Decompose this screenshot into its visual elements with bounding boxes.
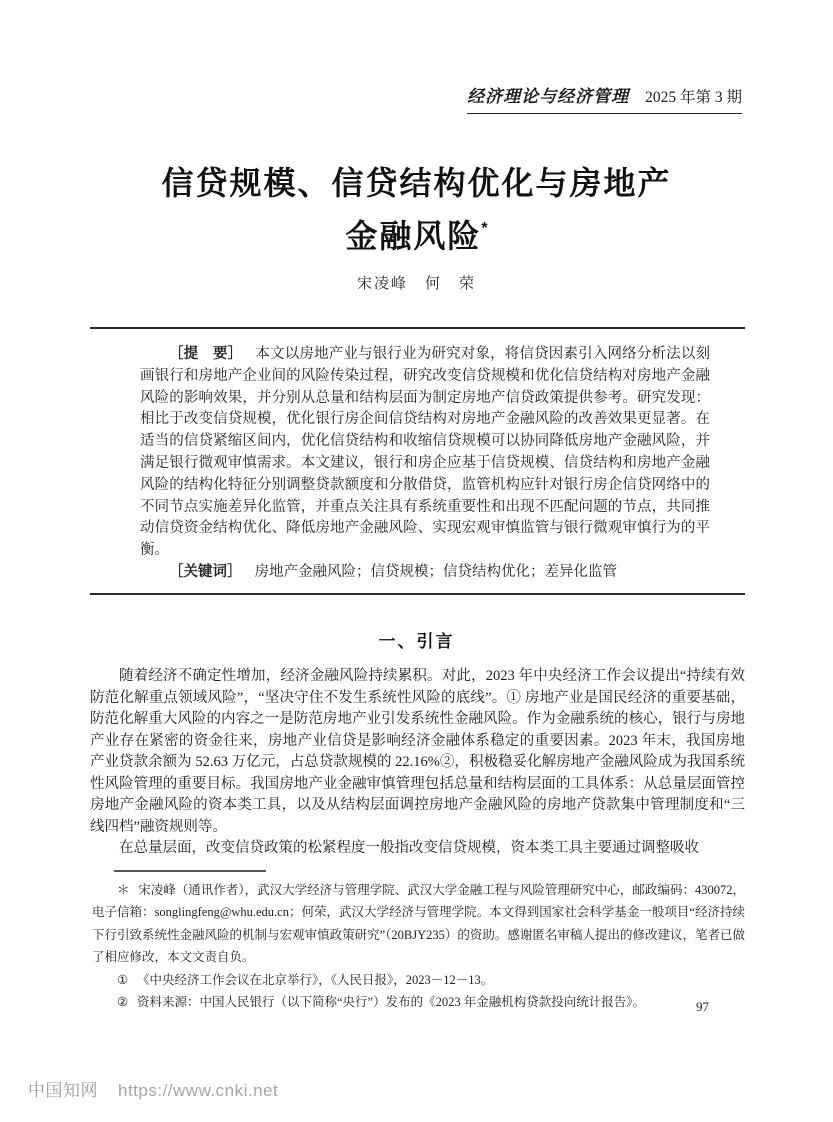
journal-header: [467, 82, 742, 114]
title-footnote-marker: *: [481, 220, 488, 237]
footnote-star: [92, 879, 745, 969]
footnote-1: [92, 969, 745, 991]
keywords-text: 房地产金融风险；信贷规模；信贷结构优化；差异化监管: [254, 563, 618, 580]
authors: 宋凌峰 何 荣: [356, 276, 476, 292]
keywords-line: [140, 562, 710, 584]
paper-title-line1: 信贷规模、信贷结构优化与房地产: [161, 165, 672, 201]
cnki-watermark: [28, 1076, 278, 1101]
footnote-1-text: 《中央经济工作会议在北京举行》，《人民日报》，2023－12－13。: [136, 972, 494, 987]
keywords-label: ［关键词］: [169, 563, 242, 580]
abstract-paragraph: [140, 344, 710, 562]
footnote-star-marker: ＊: [117, 883, 130, 897]
journal-issue: 2025 年第 3 期: [645, 89, 742, 106]
paper-title: [0, 160, 833, 259]
cnki-site-name: 中国知网: [28, 1081, 98, 1100]
introduction-paragraph-2: 在总量层面，改变信贷政策的松紧程度一般指改变信贷规模，资本类工具主要通过调整吸收: [119, 840, 699, 856]
footnote-2-text: 资料来源：中国人民银行（以下简称“央行”）发布的《2023 年金融机构贷款投向统计报告》。: [136, 995, 645, 1010]
journal-name: 经济理论与经济管理: [467, 87, 630, 106]
journal-header-underline: [467, 82, 742, 114]
cnki-url: https://www.cnki.net: [118, 1081, 279, 1100]
introduction-paragraph-1: 随着经济不确定性增加，经济金融风险持续累积。对此，2023 年中央经济工作会议提出“持续有效防范化解重点领域风险”，“坚决守住不发生系统性风险的底线”。① 房地产业是国民经济的重要基础，防范化解重大风险的内容之一是防范房地产业引发系统性金融风险。作为金融系统的核心，银行与房地产业存在紧密的资金往来，房地产业信贷是影响经济金融体系稳定的重要因素。2023 年末，我国房地产业贷款余额为 52.63 万亿元，占总贷款规模的 22.16%②，积极稳妥化解房地产金融风险成为我国系统性风险管理的重要目标。我国房地产业金融审慎管理包括总量和结构层面的工具体系：从总量层面管控房地产金融风险的资本类工具，以及从结构层面调控房地产金融风险的房地产贷款集中管理制度和“三线四档”融资规则等。: [90, 668, 745, 835]
abstract-text: 本文以房地产业与银行业为研究对象，将信贷因素引入网络分析法以刻画银行和房地产企业间的风险传染过程，研究改变信贷规模和优化信贷结构对房地产金融风险的影响效果，并分别从总量和结构层面为制定房地产信贷政策提供参考。研究发现：相比于改变信贷规模，优化银行房企间信贷结构对房地产金融风险的改善效果更显著。在适当的信贷紧缩区间内，优化信贷结构和收缩信贷规模可以协同降低房地产金融风险，并满足银行微观审慎需求。本文建议，银行和房企应基于信贷规模、信贷结构和房地产金融风险的结构化特征分别调整贷款额度和分散借贷，监管机构应针对银行房企信贷网络中的不同节点实施差异化监管，并重点关注具有系统重要性和出现不匹配问题的节点，共同推动信贷资金结构优化、降低房地产金融风险、实现宏观审慎监管与银行微观审慎行为的平衡。: [140, 346, 711, 559]
abstract-section: [90, 327, 745, 595]
footnotes: [92, 879, 745, 1013]
section-heading-introduction: 一、引言: [378, 632, 455, 651]
footnote-divider: [114, 870, 266, 872]
page-number: 97: [696, 999, 709, 1014]
footnote-2-marker: ②: [117, 995, 129, 1010]
footnote-1-marker: ①: [117, 972, 129, 987]
introduction-body: [90, 666, 745, 860]
footnote-star-text: 宋凌峰（通讯作者），武汉大学经济与管理学院、武汉大学金融工程与风险管理研究中心，邮政编码：430072，电子信箱：songlingfeng@whu.edu.cn；何荣，武汉大学经济与管理学院。本文得到国家社会科学基金一般项目“经济持续下行引致系统性金融风险的机制与宏观审慎政策研究”（20BJY235）的资助。感谢匿名审稿人提出的修改建议，笔者已做了相应修改，本文文责自负。: [92, 883, 745, 965]
abstract-label: ［提 要］: [169, 346, 243, 362]
footnote-2: [92, 991, 745, 1013]
paper-title-line2: 金融风险: [345, 218, 482, 254]
